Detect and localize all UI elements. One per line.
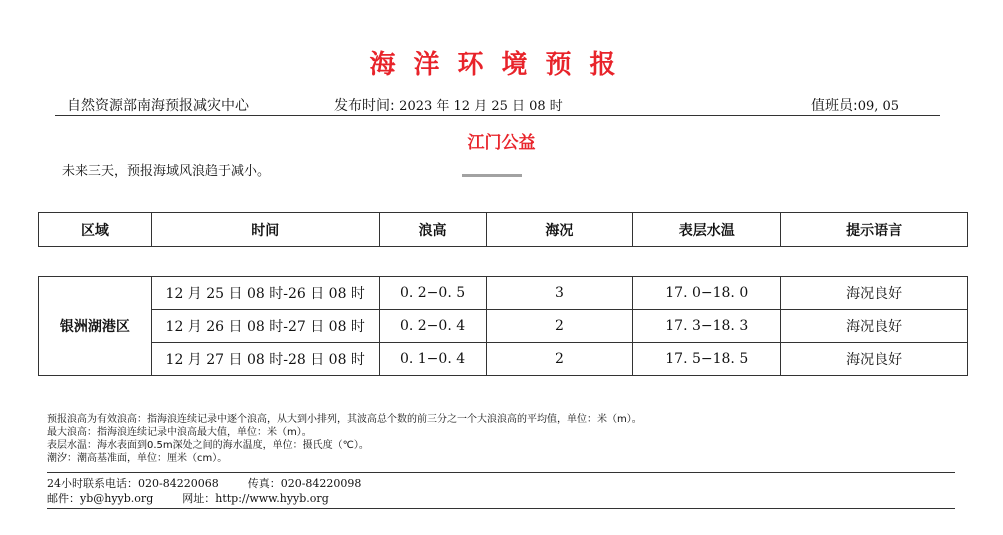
- email-label: 邮件：: [47, 492, 80, 505]
- header-surface-temp: 表层水温: [633, 213, 781, 247]
- duty-officer: [811, 95, 899, 115]
- table-row: [39, 277, 968, 310]
- sea-cell: 2: [486, 343, 633, 376]
- forecast-table-header: [38, 212, 968, 247]
- fax-number: 020-84220098: [280, 477, 362, 490]
- tip-cell: 海况良好: [781, 310, 968, 343]
- temp-cell: 17. 0−18. 0: [633, 277, 781, 310]
- temp-cell: 17. 5−18. 5: [633, 343, 781, 376]
- web-label: 网址：: [182, 492, 216, 505]
- header-time: 时间: [151, 213, 379, 247]
- forecast-table: [38, 276, 968, 376]
- temp-cell: 17. 3−18. 3: [633, 310, 781, 343]
- tip-cell: 海况良好: [781, 277, 968, 310]
- org-name: 自然资源部南海预报减灾中心: [67, 98, 249, 114]
- time-cell: 12 月 27 日 08 时-28 日 08 时: [151, 343, 379, 376]
- header-wave-height: 浪高: [379, 213, 486, 247]
- header-region: 区域: [39, 213, 152, 247]
- notes-section: [47, 413, 642, 465]
- forecast-summary: 未来三天，预报海域风浪趋于减小。: [62, 164, 271, 179]
- phone-label: 24小时联系电话：: [47, 477, 138, 490]
- location-title: 江门公益: [467, 133, 536, 153]
- wave-cell: 0. 2−0. 4: [379, 310, 486, 343]
- header-tips: 提示语言: [781, 213, 968, 247]
- note-tide: 潮汐：潮高基准面，单位：厘米（cm）。: [47, 453, 228, 464]
- web-link[interactable]: http://www.hyyb.org: [215, 492, 329, 505]
- release-value: 2023 年 12 月 25 日 08 时: [399, 99, 563, 114]
- release-time: [334, 95, 563, 115]
- note-wave-height: 预报浪高为有效浪高：指海浪连续记录中逐个浪高，从大到小排列，其波高总个数的前三分之一个大浪浪高的平均值，单位：米（m）。: [47, 414, 642, 425]
- wave-cell: 0. 1−0. 4: [379, 343, 486, 376]
- time-cell: 12 月 26 日 08 时-27 日 08 时: [151, 310, 379, 343]
- email-link[interactable]: yb@hyyb.org: [80, 492, 154, 505]
- page-title: 海洋环境预报: [369, 50, 634, 80]
- release-label: 发布时间:: [334, 98, 395, 114]
- table-row: [39, 310, 968, 343]
- time-cell: 12 月 25 日 08 时-26 日 08 时: [151, 277, 379, 310]
- header-divider: [55, 115, 940, 116]
- duty-label: 值班员:: [811, 98, 858, 114]
- overlapped-text-artifact: [462, 174, 522, 177]
- note-surface-temp: 表层水温：海水表面到0.5m深处之间的海水温度，单位：摄氏度（℃）。: [47, 440, 369, 451]
- tip-cell: 海况良好: [781, 343, 968, 376]
- phone-number: 020-84220068: [138, 477, 219, 490]
- header-sea-state: 海况: [486, 213, 633, 247]
- sea-cell: 3: [486, 277, 633, 310]
- region-cell: 银洲湖港区: [39, 277, 152, 376]
- wave-cell: 0. 2−0. 5: [379, 277, 486, 310]
- contact-info: [47, 476, 361, 506]
- sea-cell: 2: [486, 310, 633, 343]
- footer-divider: [47, 472, 955, 473]
- table-row: [39, 343, 968, 376]
- note-max-wave: 最大浪高：指海浪连续记录中浪高最大值，单位：米（m）。: [47, 427, 312, 438]
- fax-label: 传真：: [247, 477, 281, 490]
- duty-value: 09, 05: [857, 99, 900, 114]
- bottom-divider: [47, 508, 955, 509]
